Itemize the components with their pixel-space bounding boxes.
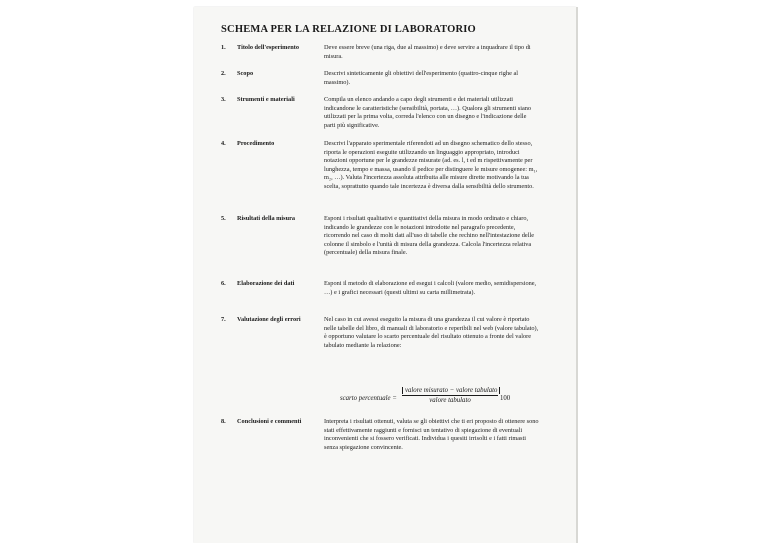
section-label: Risultati della misura bbox=[237, 215, 296, 222]
section-description: Descrivi sinteticamente gli obiettivi dell'esperimento (quattro-cinque righe al massimo). bbox=[324, 70, 519, 86]
section-label: Conclusioni e commenti bbox=[237, 418, 302, 425]
section-description: Esponi i risultati qualitativi e quantitativi della misura in modo ordinato e chiaro, indicando le grandezze con le notazioni introdotte nel paragrafo precedente, ricorrendo nel caso di molti dati all'uso di tabelle che rechino nell'intestazione delle colonne il simbolo e l'unità di misura della grandezza. Calcola l'incertezza relativa (percentuale) della misura finale. bbox=[324, 215, 534, 257]
section-description: Compila un elenco andando a capo degli strumenti e dei materiali utilizzati indicandone le caratteristiche (sensibilità, portata, …). Qualora gli strumenti siano utilizzati per la prima volta, correda l'elenco con un disegno e l'indicazione delle parti più significative. bbox=[324, 96, 532, 129]
section-description: Descrivi l'apparato sperimentale riferendoti ad un disegno schematico dello stesso, riporta le operazioni eseguite utilizzando un linguaggio appropriato, introduci notazioni opportune per le grandezze misurate (ad. es. l, t ed m rispettivamente per lunghezza, tempo e massa, usando il pedice per distinguere le misure omogenee: m₁, m₂, …). Valuta l'incertezza assoluta attribuita alle misure dirette motivando la tua scelta, soprattutto quando tale incertezza è diversa dalla sensibilità dello strumento. bbox=[324, 140, 538, 190]
section-description: Deve essere breve (una riga, due al massimo) e deve servire a inquadrare il tipo di misura. bbox=[324, 44, 531, 60]
section-label: Scopo bbox=[237, 70, 254, 77]
section-number: 2. bbox=[221, 70, 226, 77]
section-label: Strumenti e materiali bbox=[237, 96, 295, 103]
section-label: Elaborazione dei dati bbox=[237, 280, 295, 287]
formula-numerator: valore misurato − valore tabulato bbox=[402, 387, 500, 394]
section-label: Titolo dell'esperimento bbox=[237, 44, 299, 51]
page-title: SCHEMA PER LA RELAZIONE DI LABORATORIO bbox=[221, 24, 476, 35]
section-description: Esponi il metodo di elaborazione ed esegui i calcoli (valore medio, semidispersione, …) e i grafici necessari (questi ultimi su carta millimetrata). bbox=[324, 280, 537, 296]
section-number: 4. bbox=[221, 140, 226, 147]
fraction-bar bbox=[402, 395, 498, 396]
section-number: 8. bbox=[221, 418, 226, 425]
section-label: Procedimento bbox=[237, 140, 275, 147]
section-number: 5. bbox=[221, 215, 226, 222]
section-number: 6. bbox=[221, 280, 226, 287]
section-description: Nel caso in cui avessi eseguito la misura di una grandezza il cui valore è riportato nelle tabelle del libro, di manuali di laboratorio e reperibili nel web (valore tabulato), è opportuno valutare lo scarto percentuale del risultato ottenuto a fronte del valore tabulato mediante la relazione: bbox=[324, 316, 539, 349]
formula-denominator: valore tabulato bbox=[429, 397, 471, 404]
section-number: 7. bbox=[221, 316, 226, 323]
document-page bbox=[194, 7, 576, 543]
section-number: 1. bbox=[221, 44, 226, 51]
section-label: Valutazione degli errori bbox=[237, 316, 301, 323]
formula-factor: 100 bbox=[500, 395, 511, 402]
formula-fraction bbox=[402, 387, 498, 404]
formula-lhs: scarto percentuale = bbox=[340, 395, 397, 402]
section-description: Interpreta i risultati ottenuti, valuta se gli obiettivi che ti eri proposto di ottenere sono stati effettivamente raggiunti e fornisci un tentativo di spiegazione di eventuali inconvenienti che si fossero verificati. Individua i quesiti irrisolti e i fatti rimasti senza spiegazione convincente. bbox=[324, 418, 539, 451]
section-number: 3. bbox=[221, 96, 226, 103]
